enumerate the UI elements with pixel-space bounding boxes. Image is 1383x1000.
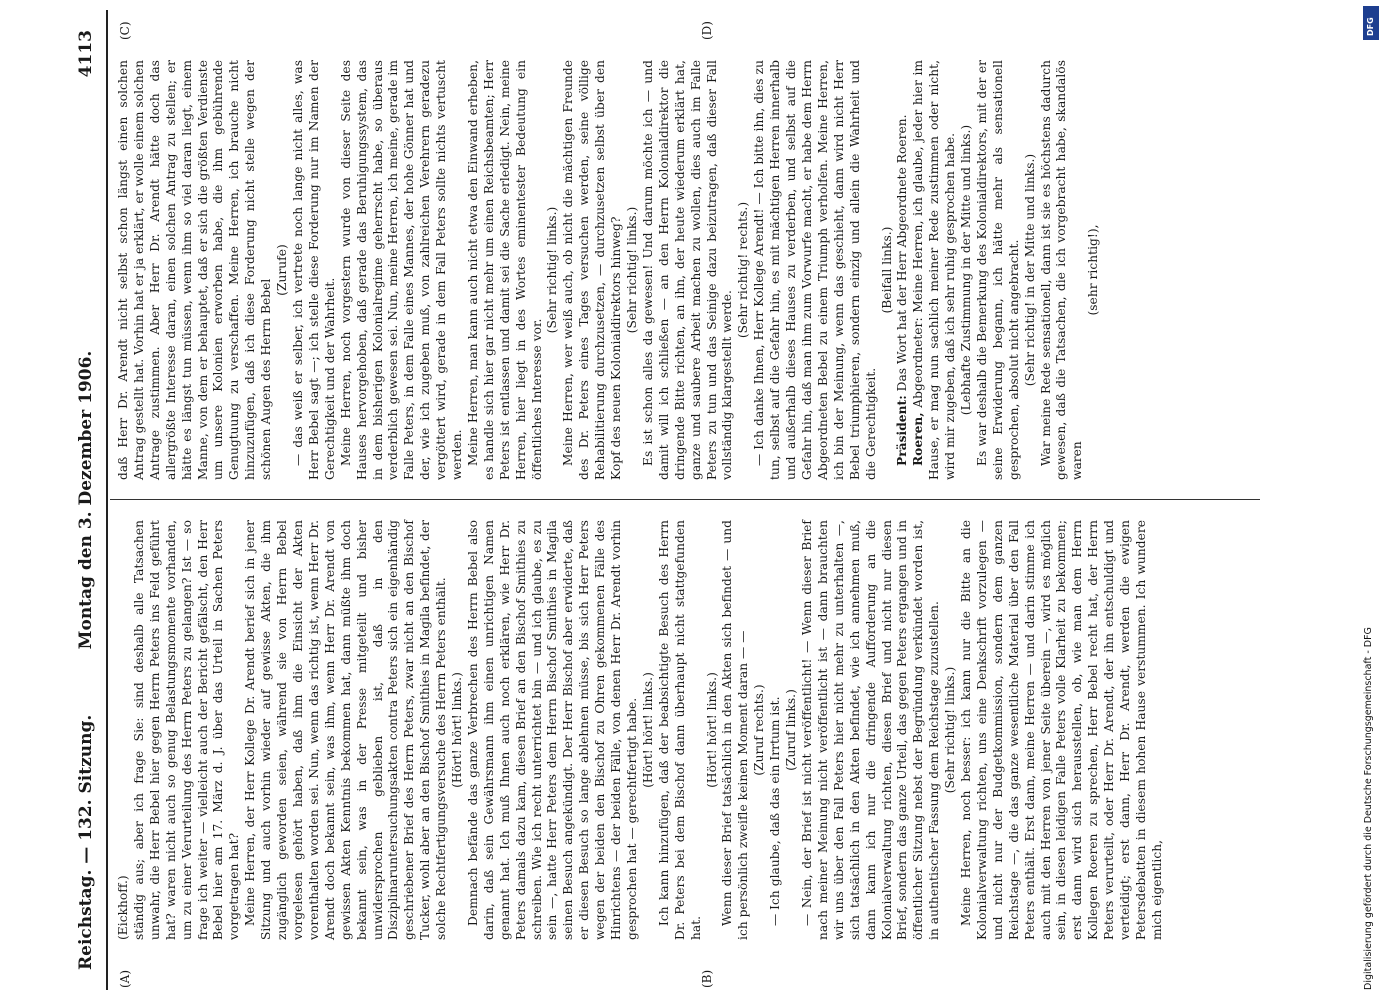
paragraph: — das weiß er selber, ich vertrete noch lange nicht alles, was Herr Bebel sagt —; ich stelle diese Forderung nur im Namen der Gerechtigkeit und der Wahrheit. — [290, 60, 337, 480]
margin-marker-c: (C) — [118, 21, 132, 40]
interjection: (Zurufe) — [275, 244, 290, 296]
interjection: (sehr richtig!), — [1086, 224, 1101, 316]
paragraph: Meine Herren, wer weiß auch, ob nicht die mächtigen Freunde des Dr. Peters eines Tages versuchen werden, seine völlige Rehabilitierung durchzusetzen, — durchzusetzen selbst über den Kopf des neuen Kolonialdirektors hinweg? — [561, 60, 624, 480]
paragraph: Wenn dieser Brief tatsächlich in den Akten sich befindet — und ich persönlich zweifle keinen Moment daran — — — [720, 520, 751, 940]
paragraph: Meine Herren, man kann auch nicht etwa den Einwand erheben, es handle sich hier gar nicht mehr um einen Reichsbeamten; Herr Peters ist entlassen und damit sei die Sache erledigt. Nein, meine Herren, hier liegt in des Wortes eminentester Bedeutung ein öffentliches Interesse vor. — [465, 60, 544, 480]
interjection: (Zuruf rechts.) — [752, 684, 767, 776]
interjection: (Hört! hört! links.) — [704, 672, 719, 788]
paragraph: — Ich danke Ihnen, Herr Kollege Arendt! — Ich bitte ihn, dies zu tun, selbst auf die Gefahr hin, es mit mächtigen Herren innerhalb und außerhalb dieses Hauses zu verderben, und selbst auf die Gefahr hin, daß man ihm zum Vorwurfe macht, er habe dem Herrn Abgeordneten Bebel zu einem Triumph verholfen. Meine Herren, ich bin der Meinung, wenn das geschieht, dann wird nicht Herr Bebel triumphieren, sondern einzig und allein die Wahrheit und die Gerechtigkeit. — [752, 60, 878, 480]
speaker-name: Roeren, — [911, 412, 926, 466]
page-number: 4113 — [76, 30, 96, 78]
header-rule — [106, 10, 108, 990]
speaker-name: Präsident: — [895, 395, 910, 466]
paragraph — [911, 60, 959, 480]
column-divider — [110, 499, 1260, 500]
page-header — [76, 0, 108, 1000]
paragraph: (Eickhoff.) — [116, 875, 130, 940]
paragraph: Ich kann hinzufügen, daß der beabsichtigte Besuch des Herrn Dr. Peters bei dem Bischof dann überhaupt nicht stattgefunden hat. — [656, 520, 703, 940]
interjection: (Sehr richtig! rechts.) — [736, 201, 751, 339]
speech-text: Abgeordneter: Meine Herren, ich glaube, jeder hier im Hause, er mag nun sachlich meiner Rede zustimmen oder nicht, wird mir zugeben, daß ich sehr ruhig gesprochen habe. — [911, 60, 958, 480]
margin-marker-a: (A) — [118, 969, 132, 988]
paragraph: Es ist schon alles da gewesen! Und darum möchte ich — und damit will ich schließen — an den Herrn Kolonialdirektor die dringende Bitte richten, an ihn, der heute wiederum erklärt hat, ganze und saubere Arbeit machen zu wollen, dies auch im Falle Peters zu tun und das Seinige dazu beizutragen, daß dieser Fall vollständig klargestellt werde. — [640, 60, 735, 480]
paragraph: Meine Herren, der Herr Kollege Dr. Arendt berief sich in jener Sitzung und auch vorhin wieder auf gewisse Akten, die ihm zugänglich geworden seien, während sie von Herrn Bebel vorgelesen gehört haben, daß ihm die Einsicht der Akten vorenthalten worden sei. Nun, wenn das richtig ist, wenn Herr Dr. Arendt doch bekannt sein, was ihm, wenn Herr Dr. Arendt von gewissen Akten Kenntnis bekommen hat, dann müßte ihm doch bekannt sein, was in der Presse mitgeteilt und bisher unwidersprochen geblieben ist, daß in den Disziplinaruntersuchungsakten contra Peters sich ein eigenhändig geschriebener Brief des Herrn Peters, zwar nicht an den Bischof Tucker, wohl aber an den Bischof Smithies in Magila befindet, der solche Rechtfertigungsversuche des Herrn Peters enthält. — [243, 520, 449, 940]
interjection: (Sehr richtig! links.) — [545, 206, 560, 334]
digitization-note-text: Digitalisierung gefördert durch die Deutsche Forschungsgemeinschaft - DFG — [1363, 627, 1374, 990]
paragraph: Es war deshalb die Bemerkung des Kolonialdirektors, mit der er seine Erwiderung begann, ich hätte mehr als sensationell gesprochen, absolut nicht angebracht. — [974, 60, 1021, 480]
margin-marker-d: (D) — [700, 21, 714, 40]
paragraph: ständig aus; aber ich frage Sie: sind deshalb alle Tatsachen unwahr, die Herr Bebel hier gegen Herrn Peters ins Feld geführt hat? waren nicht auch so genug Belastungsmomente vorhanden, um zu einer Verurteilung des Herrn Peters zu gelangen? Ist — so frage ich weiter — vielleicht auch der Bericht gefälscht, den Herr Bebel hier am 17. März d. J. über das Urteil in Sachen Peters vorgetragen hat? — [131, 520, 242, 940]
speech-text: Das Wort hat der Herr Abgeordnete Roeren. — [895, 114, 910, 396]
paragraph: War meine Rede sensationell, dann ist sie es höchstens dadurch gewesen, daß die Tatsachen, die ich vorgebracht habe, skandalös waren — [1038, 60, 1085, 480]
right-column — [116, 60, 1102, 480]
left-column — [116, 520, 1166, 940]
header-date: Montag den 3. Dezember 1906. — [76, 350, 96, 650]
interjection: (Sehr richtig! in der Mitte und links.) — [1022, 153, 1037, 387]
document-page — [20, 0, 1320, 1000]
interjection: (Hört! hört! links.) — [640, 672, 655, 788]
interjection: (Sehr richtig! links.) — [943, 666, 958, 794]
paragraph: daß Herr Dr. Arendt nicht selbst schon längst einen solchen Antrag gestellt hat. Vorhin hat er ja erklärt, er wolle einem solchen Antrage zustimmen. Aber Herr Dr. Arendt hätte doch das allergrößte Interesse daran, einen solchen Antrag zu stellen; er hätte es längst tun müssen, wenn ihm so viel daran liegt, einem Manne, von dem er behauptet, daß er sich die größten Verdienste um unsere Kolonien erworben habe, die ihm gebührende Genugtuung zu verschaffen. Meine Herren, ich brauche nicht hinzuzufügen, daß ich diese Forderung nicht stelle wegen der schönen Augen des Herrn Bebel — [116, 60, 274, 480]
paragraph: — Nein, der Brief ist nicht veröffentlicht! — Wenn dieser Brief nach meiner Meinung nicht veröffentlicht ist — dann brauchten wir uns über den Fall Peters hier nicht mehr zu unterhalten —, sich tatsächlich in den Akten befindet, wie ich annehmen muß, dann kann ich nur die dringende Aufforderung an die Kolonialverwaltung richten, diesen Brief und nicht nur diesen Brief, sondern das ganze Urteil, das gegen Peters ergangen und in öffentlicher Sitzung nebst der Begründung verkündet worden ist, in authentischer Fassung dem Reichstage zuzustellen. — [799, 520, 942, 940]
interjection: (Zuruf links.) — [784, 689, 799, 771]
paragraph: — Ich glaube, daß das ein Irrtum ist. — [768, 696, 783, 926]
paragraph: Demnach befände das ganze Verbrechen des Herrn Bebel also darin, daß sein Gewährsmann ihm einen unrichtigen Namen genannt hat. Ich muß Ihnen auch noch erklären, wie Herr Dr. Peters damals dazu kam, diesen Brief an den Bischof Smithies zu schreiben. Wie ich recht unterrichtet bin — und ich glaube, es zu sein —, hatte Herr Peters dem Herrn Bischof Smithies in Magila seinen Besuch angekündigt. Der Herr Bischof aber erwiderte, daß er diesen Besuch so lange ablehnen müsse, bis sich Herr Peters wegen der beiden den Bischof zu Ohren gekommenen Fälle des Hinrichtens — der beiden Fälle, von denen Herr Dr. Arendt vorhin gesprochen hat — gerechtfertigt habe. — [465, 520, 639, 940]
interjection: (Hört! hört! links.) — [450, 672, 465, 788]
header-left: Reichstag. — 132. Sitzung. — [76, 714, 96, 970]
digitization-note — [1359, 10, 1381, 990]
paragraph: Meine Herren, noch besser: ich kann nur die Bitte an die Kolonialverwaltung richten, uns eine Denkschrift vorzulegen — und nicht nur der Budgetkommission, sondern dem ganzen Reichstage —, die das ganze wesentliche Material über den Fall Peters enthält. Erst dann, meine Herren — und darin stimme ich auch mit den Herren von jener Seite überein —, wird es möglich sein, in diesen leidigen Falle Peters volle Klarheit zu bekommen; erst dann wird sich herausstellen, ob, wie man dem Herrn Kollegen Roeren zu sprechen, Herr Bebel recht hat, der Herrn Peters verurteilt, oder Herr Dr. Arendt, der ihn entschuldigt und verteidigt; erst dann, Herr Dr. Arendt, werden die ewigen Petersdebatten in diesem hohen Hause verstummen. Ich wundere mich eigentlich, — [959, 520, 1164, 940]
interjection: (Beifall links.) — [879, 226, 894, 314]
paragraph — [895, 60, 911, 480]
dfg-logo-text: DFG — [1366, 17, 1375, 36]
interjection: (Sehr richtig! links.) — [625, 206, 639, 334]
interjection: (Lebhafte Zustimmung in der Mitte und links.) — [959, 124, 974, 416]
paragraph: Meine Herren, noch vorgestern wurde von dieser Seite des Hauses hervorgehoben, daß gerade das Beruhigungssystem, das in dem bisherigen Kolonialregime geherrscht habe, so überaus verderblich gewesen sei. Nun, meine Herren, ich meine, gerade im Falle Peters, in dem Falle eines Mannes, der hohe Gönner hat und der, wie ich zugeben muß, von zahlreichen Verehrern geradezu vergöttert wird, gerade in dem Fall Peters sollte nichts vertuscht werden. — [338, 60, 465, 480]
margin-marker-b: (B) — [700, 969, 714, 988]
